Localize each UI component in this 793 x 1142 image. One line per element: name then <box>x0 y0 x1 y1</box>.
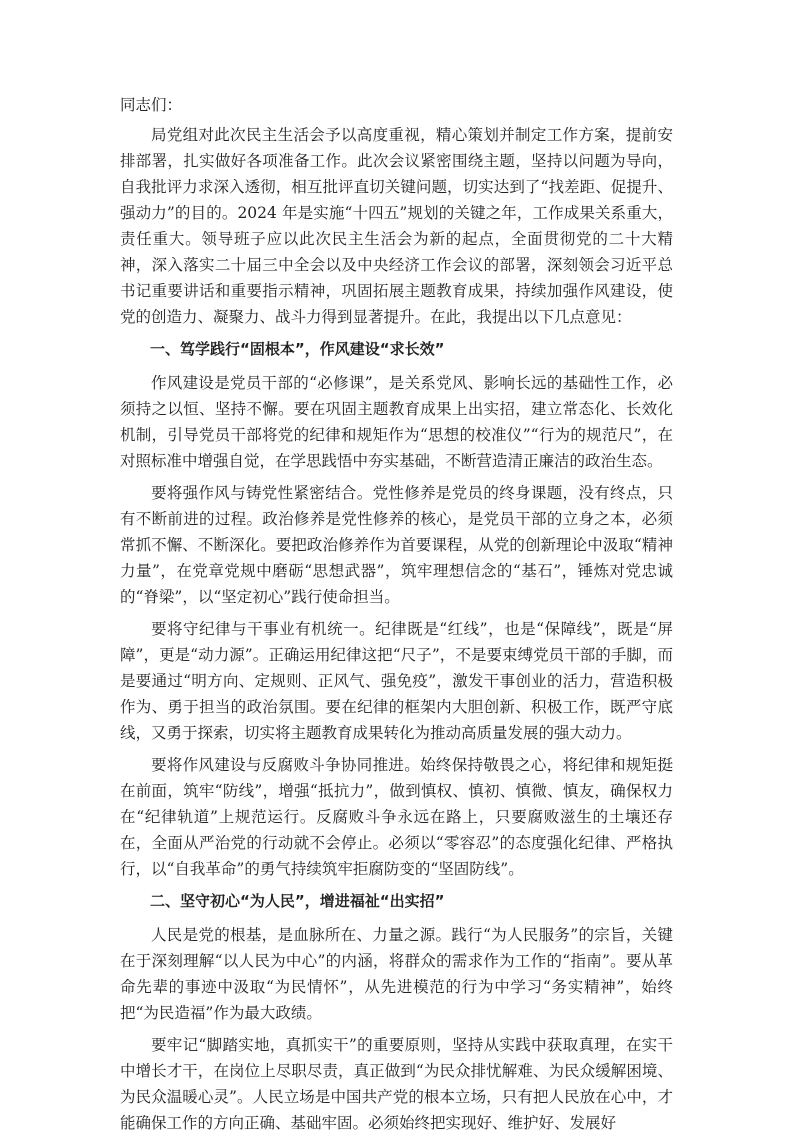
section-1-paragraph-4: 要将作风建设与反腐败斗争协同推进。始终保持敬畏之心，将纪律和规矩挺在前面，筑牢“防线”，增强“抵抗力”，做到慎权、慎初、慎微、慎友，确保权力在“纪律轨道”上规范运行。反腐败斗争永远在路上，只要腐败滋生的土壤还存在，全面从严治党的行动就不会停止。必须以“零容忍”的态度强化纪律、严格执行，以“自我革命”的勇气持续筑牢拒腐防变的“坚固防线”。 <box>120 756 673 878</box>
section-1-heading: 一、笃学践行“固根本”，作风建设“求长效” <box>150 340 445 358</box>
section-2-heading: 二、坚守初心“为人民”，增进福祉“出实招” <box>150 892 445 910</box>
salutation: 同志们： <box>120 96 183 114</box>
section-1-paragraph-1: 作风建设是党员干部的“必修课”，是关系党风、影响长远的基础性工作，必须持之以恒、坚持不懈。要在巩固主题教育成果上出实招，建立常态化、长效化机制，引导党员干部将党的纪律和规矩作为“思想的校准仪”“行为的规范尺”，在对照标准中增强自觉，在学思践悟中夯实基础，不断营造清正廉洁的政治生态。 <box>120 374 673 470</box>
section-2-paragraph-1: 人民是党的根基，是血脉所在、力量之源。践行“为人民服务”的宗旨，关键在于深刻理解“以人民为中心”的内涵，将群众的需求作为工作的“指南”。要从革命先辈的事迹中汲取“为民情怀”，从先进模范的行为中学习“务实精神”，始终把“为民造福”作为最大政绩。 <box>120 926 673 1022</box>
document-page <box>120 92 673 1142</box>
intro-paragraph: 局党组对此次民主生活会予以高度重视，精心策划并制定工作方案，提前安排部署，扎实做好各项准备工作。此次会议紧密围绕主题，坚持以问题为导向，自我批评力求深入透彻，相互批评直切关键问题，切实达到了“找差距、促提升、强动力”的目的。2024 年是实施“十四五”规划的关键之年，工作成果关系重大，责任重大。领导班子应以此次民主生活会为新的起点，全面贯彻党的二十大精神，深入落实二十届三中全会以及中央经济工作会议的部署，深刻领会习近平总书记重要讲话和重要指示精神，巩固拓展主题教育成果，持续加强作风建设，使党的创造力、凝聚力、战斗力得到显著提升。在此，我提出以下几点意见： <box>120 126 673 326</box>
section-2-paragraph-2: 要牢记“脚踏实地，真抓实干”的重要原则，坚持从实践中获取真理，在实干中增长才干，在岗位上尽职尽责，真正做到“为民众排忧解难、为民众缓解困境、为民众温暖心灵”。人民立场是中国共产党的根本立场，只有把人民放在心中，才能确保工作的方向正确、基础牢固。必须始终把实现好、维护好、发展好 <box>120 1036 673 1132</box>
section-1-paragraph-3: 要将守纪律与干事业有机统一。纪律既是“红线”，也是“保障线”，既是“屏障”，更是“动力源”。正确运用纪律这把“尺子”，不是要束缚党员干部的手脚，而是要通过“明方向、定规则、正风气、强免疫”，激发干事创业的活力，营造积极作为、勇于担当的政治氛围。要在纪律的框架内大胆创新、积极工作，既严守底线，又勇于探索，切实将主题教育成果转化为推动高质量发展的强大动力。 <box>120 620 673 742</box>
section-1-paragraph-2: 要将强作风与铸党性紧密结合。党性修养是党员的终身课题，没有终点，只有不断前进的过程。政治修养是党性修养的核心，是党员干部的立身之本，必须常抓不懈、不断深化。要把政治修养作为首要课程，从党的创新理论中汲取“精神力量”，在党章党规中磨砺“思想武器”，筑牢理想信念的“基石”，锤炼对党忠诚的“脊梁”，以“坚定初心”践行使命担当。 <box>120 484 673 606</box>
